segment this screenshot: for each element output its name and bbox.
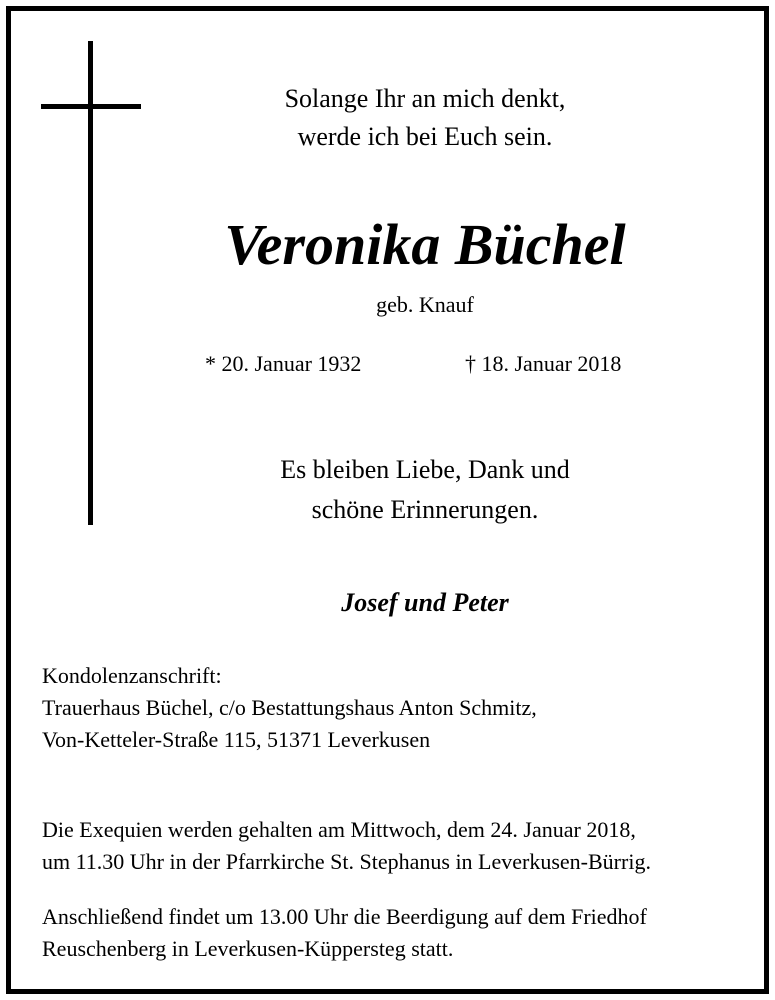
death-date: † 18. Januar 2018	[465, 351, 622, 376]
deceased-name: Veronika Büchel	[224, 212, 626, 277]
info-line: Die Exequien werden gehalten am Mittwoch, dem 24. Januar 2018,	[42, 817, 636, 842]
mourners-signature: Josef und Peter	[341, 588, 509, 617]
condolence-address	[42, 660, 537, 756]
info-line: Reuschenberg in Leverkusen-Küppersteg statt.	[42, 936, 454, 961]
birth-date: * 20. Januar 1932	[205, 351, 362, 376]
cross-icon	[88, 41, 93, 525]
condolence-line: Kondolenzanschrift:	[42, 663, 222, 688]
verse-line: schöne Erinnerungen.	[311, 495, 539, 524]
funeral-mass-info	[42, 814, 651, 878]
verse-line: Solange Ihr an mich denkt,	[284, 84, 566, 113]
closing-verse	[230, 450, 620, 530]
verse-line: Es bleiben Liebe, Dank und	[280, 455, 570, 484]
condolence-line: Von-Ketteler-Straße 115, 51371 Leverkusen	[42, 727, 431, 752]
opening-verse	[230, 80, 620, 156]
info-line: um 11.30 Uhr in der Pfarrkirche St. Stephanus in Leverkusen-Bürrig.	[42, 849, 651, 874]
burial-info	[42, 901, 647, 965]
maiden-name: geb. Knauf	[376, 292, 474, 317]
info-line: Anschließend findet um 13.00 Uhr die Beerdigung auf dem Friedhof	[42, 904, 647, 929]
cross-icon-bar	[41, 104, 141, 109]
verse-line: werde ich bei Euch sein.	[297, 122, 553, 151]
condolence-line: Trauerhaus Büchel, c/o Bestattungshaus Anton Schmitz,	[42, 695, 537, 720]
